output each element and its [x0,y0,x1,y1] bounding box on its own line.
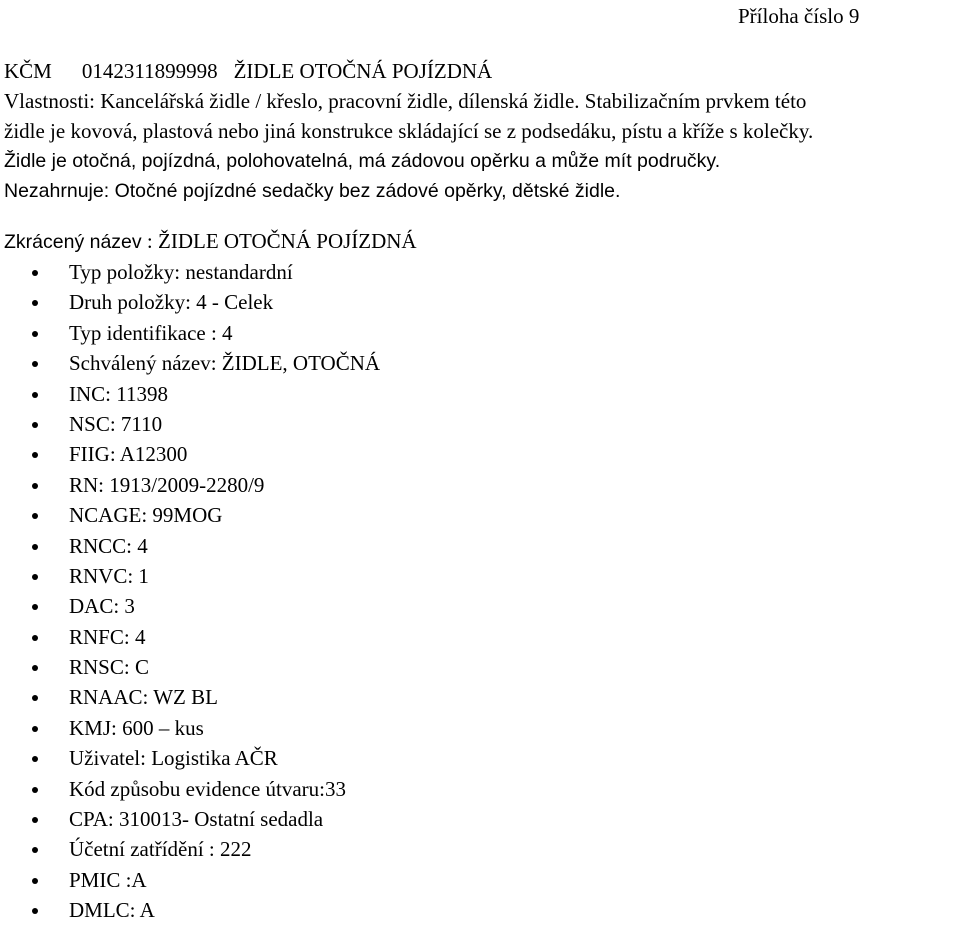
description-line-2: židle je kovová, plastová nebo jiná konstrukce skládající se z podsedáku, pístu a kříže s kolečky. [4,119,814,143]
attribute-value: 11398 [116,381,168,406]
attribute-item [0,622,380,652]
attribute-text: Účetní zatřídění : 222 [69,837,252,862]
short-name-line [4,226,417,257]
bullet-icon [32,300,38,306]
attribute-item [0,561,380,591]
attribute-text: RNFC: [69,624,135,649]
attribute-item [0,743,380,773]
item-prefix: KČM [4,59,52,83]
attribute-text: DAC: 3 [69,594,135,619]
bullet-icon [32,483,38,489]
bullet-icon [32,787,38,793]
bullet-icon [32,847,38,853]
attribute-item [0,500,380,530]
description-line-1: Vlastnosti: Kancelářská židle / křeslo, pracovní židle, dílenská židle. Stabilizačním prvkem této [4,89,807,113]
attribute-text: CPA: 310013- Ostatní sedadla [69,807,324,832]
short-name-separator: : [141,229,158,253]
attribute-text: RNVC: 1 [69,563,149,588]
attribute-item [0,287,380,317]
attribute-text: Druh položky: 4 - Celek [69,290,274,315]
attribute-item [0,804,380,834]
bullet-icon [32,270,38,276]
attribute-text: DMLC: A [69,898,155,923]
attribute-text: Kód způsobu evidence útvaru:33 [69,776,347,801]
attribute-item [0,774,380,804]
attribute-item [0,379,380,409]
attribute-text: PMIC :A [69,867,147,892]
attribute-text: Schválený název: [69,351,222,376]
attribute-text: FIIG: A12300 [69,442,188,467]
bullet-icon [32,635,38,641]
bullet-icon [32,665,38,671]
attribute-item [0,895,380,925]
attribute-text: RNSC: C [69,655,149,680]
attribute-text: Uživatel: Logistika AČR [69,746,278,771]
bullet-icon [32,756,38,762]
attribute-item [0,409,380,439]
attribute-item [0,348,380,378]
attribute-item [0,652,380,682]
attribute-item [0,257,380,287]
attribute-item [0,591,380,621]
bullet-icon [32,544,38,550]
attribute-item [0,865,380,895]
attribute-value: ŽIDLE, OTOČNÁ [221,351,381,376]
bullet-icon [32,422,38,428]
description-line-4: Nezahrnuje: Otočné pojízdné sedačky bez zádové opěrky, dětské židle. [4,180,621,202]
attribute-text: RNCC: 4 [69,533,148,558]
attribute-item [0,439,380,469]
attribute-item [0,318,380,348]
attribute-value: 4 [134,624,146,649]
bullet-icon [32,604,38,610]
attribute-item [0,531,380,561]
item-code: 0142311899998 [81,59,218,83]
description-line-3: Židle je otočná, pojízdná, polohovatelná, má zádovou opěrku a může mít područky. [4,150,721,172]
short-name-label: Zkrácený název [4,231,142,253]
attribute-text: NCAGE: 99MOG [69,503,223,528]
short-name-value: ŽIDLE OTOČNÁ POJÍZDNÁ [158,229,417,253]
bullet-icon [32,817,38,823]
attribute-item [0,470,380,500]
item-header-block [4,56,944,206]
attribute-text: NSC: 7110 [69,411,163,436]
bullet-icon [32,908,38,914]
attachment-label: Příloha číslo 9 [738,4,860,28]
item-title-line [4,56,944,86]
bullet-icon [32,331,38,337]
attribute-text: KMJ: 600 – kus [69,715,204,740]
bullet-icon [32,726,38,732]
bullet-icon [32,452,38,458]
bullet-icon [32,361,38,367]
attribute-text: INC: [69,381,117,406]
attribute-item [0,713,380,743]
attribute-text: Typ položky: nestandardní [69,260,293,284]
bullet-icon [32,513,38,519]
attribute-list [0,257,380,926]
attribute-item [0,682,380,712]
bullet-icon [32,574,38,580]
attribute-text: RNAAC: WZ BL [69,685,218,710]
attribute-text: Typ identifikace : 4 [69,320,233,345]
bullet-icon [32,695,38,701]
item-name: ŽIDLE OTOČNÁ POJÍZDNÁ [233,59,493,83]
bullet-icon [32,878,38,884]
bullet-icon [32,392,38,398]
attribute-item [0,834,380,864]
attribute-text: RN: 1913/2009-2280/9 [69,472,265,497]
